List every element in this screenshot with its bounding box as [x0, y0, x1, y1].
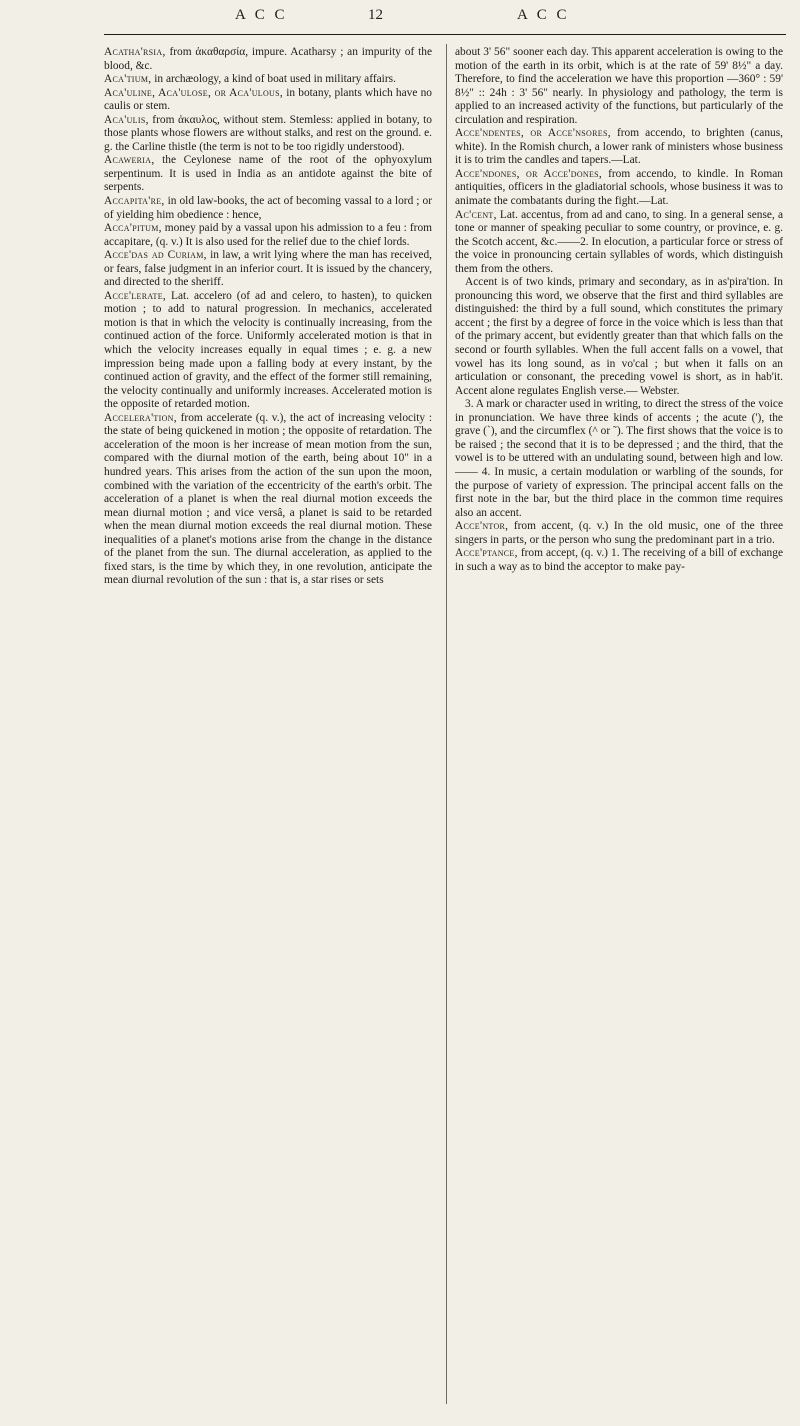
right-column	[455, 46, 783, 574]
headword: Acaweria,	[104, 154, 155, 167]
headword: Acce'ptance,	[455, 547, 518, 560]
header-rule	[104, 34, 786, 35]
entry	[104, 195, 432, 222]
definition: 3. A mark or character used in writing, to direct the stress of the voice in pronunciation. We have three kinds of accents ; the acute ('), the grave (`), and the circumflex (^ or ˜). The first shows that the voice is to be raised ; the second that it is to be depressed ; and the third, that the vowel is to be uttered with an undulating sound, between high and low.—— 4. In music, a certain modulation or warbling of the sounds, for the purpose of variety of expression. The principal accent falls on the first note in the bar, but the third place in the common time requires also an accent.	[455, 398, 783, 519]
entry-paragraph	[455, 398, 783, 520]
definition: Accent is of two kinds, primary and secondary, as in as'pira'tion. In pronouncing this word, we observe that the first and third syllables are distinguished: the third by a full sound, which constitutes the primary accent ; the first by a degree of force in the voice which is less than that of the primary accent, but evidently greater than that which falls on the second or fourth syllables. When the full accent falls on a vowel, that vowel has its long sound, as in vo'cal ; but when it falls on an articulation or consonant, the preceding vowel is short, as in hab'it. Accent alone regulates English verse.— Webster.	[455, 276, 783, 397]
entry-continuation	[455, 46, 783, 127]
entry-paragraph	[455, 276, 783, 398]
entry	[104, 249, 432, 290]
entry	[104, 154, 432, 195]
definition: money paid by a vassal upon his admission to a feu : from accapitare, (q. v.) It is also used for the relief due to the chief lords.	[104, 222, 432, 248]
definition: from ἀκαυλος, without stem. Stemless: applied in botany, to those plants whose flowers are without stalks, and rest on the ground. e. g. the Carline thistle (the term is not to be too rigidly understood).	[104, 113, 432, 153]
definition: Lat. accelero (of ad and celero, to hasten), to quicken motion ; to add to natural progression. In mechanics, accelerated motion is that in which the velocity is continually increasing, from the continued action of the force. Uniformly accelerated motion is that in which the velocity increases equally in equal times ; e. g. a new impression being made upon a falling body at every instant, by the continued action of gravity, and the effect of the former still remaining, the velocity continually and uniformly increases. Accelerated motion is the opposite of retarded motion.	[104, 289, 432, 411]
entry	[455, 547, 783, 574]
headword: Aca'tium,	[104, 73, 152, 86]
entry	[104, 73, 432, 87]
entry	[104, 290, 432, 412]
definition: from accendo, to brighten (canus, white). In the Romish church, a lower rank of ministers whose business it is to trim the candles and tapers.—Lat.	[455, 127, 783, 167]
entry	[455, 520, 783, 547]
entry	[104, 412, 432, 588]
headword: Acce'ndones, or Acce'dones,	[455, 167, 603, 180]
headword: Aca'uline, Aca'ulose, or Aca'ulous,	[104, 86, 284, 99]
definition: in archæology, a kind of boat used in military affairs.	[151, 73, 396, 86]
headword: Aca'ulis,	[104, 113, 149, 126]
definition: in botany, plants which have no caulis or stem.	[104, 86, 432, 113]
entry	[455, 127, 783, 168]
definition: in law, a writ lying where the man has received, or fears, false judgment in an inferior court. It is issued by the chancery, and directed to the sheriff.	[104, 249, 432, 289]
entry	[104, 87, 432, 114]
definition: from accept, (q. v.) 1. The receiving of a bill of exchange in such a way as to bind the acceptor to make pay-	[455, 547, 783, 573]
headword: Acce'das ad Curiam,	[104, 249, 207, 262]
running-header	[0, 7, 800, 29]
definition: from ἀκαθαρσία, impure. Acatharsy ; an impurity of the blood, &c.	[104, 46, 432, 72]
left-column	[104, 46, 432, 588]
entry	[104, 46, 432, 73]
headword: Acca'pitum,	[104, 222, 162, 235]
headword: Acce'ntor,	[455, 520, 509, 533]
headword: Acatha'rsia,	[104, 46, 166, 58]
headword: Accelera'tion,	[104, 411, 177, 424]
definition: the Ceylonese name of the root of the ophyoxylum serpentinum. It is used in India as an antidote against the bite of serpents.	[104, 154, 432, 194]
headword: Acce'lerate,	[104, 289, 167, 302]
entry	[455, 209, 783, 277]
entry	[104, 114, 432, 155]
entry	[104, 222, 432, 249]
headword: Ac'cent,	[455, 208, 497, 221]
definition: from accent, (q. v.) In the old music, one of the three singers in parts, or the person who sung the predominant part in a trio.	[455, 520, 783, 546]
definition: from accelerate (q. v.), the act of increasing velocity : the state of being quickened in motion ; the opposite of retardation. The acceleration of the moon is her increase of mean motion from the sun, compared with the diurnal motion of the earth, being about 10" in a hundred years. This arises from the action of the sun upon the moon, combined with the variation of the eccentricity of the earth's orbit. The acceleration of a planet is when the real diurnal motion exceeds the mean diurnal motion ; and vice versâ, a planet is said to be retarded when the mean diurnal motion exceeds the real diurnal motion. These inequalities of a planet's motions arise from the change in the distance of the planet from the sun. The diurnal acceleration, as applied to the fixed stars, is the time by which they, in one revolution, anticipate the mean diurnal revolution of the sun : that is, a star rises or sets	[104, 411, 432, 587]
definition: from accendo, to kindle. In Roman antiquities, officers in the gladiatorial schools, whose business it was to animate the combatants during the fight.—Lat.	[455, 167, 783, 208]
headword: Acce'ndentes, or Acce'nsores,	[455, 127, 611, 140]
definition: Lat. accentus, from ad and cano, to sing. In a general sense, a tone or manner of speaking peculiar to some country, or province, e. g. the Scotch accent, &c.——2. In elocution, a particular force or stress of the voice in pronouncing certain syllables of words, which distinguish them from the others.	[455, 208, 783, 275]
definition: about 3' 56" sooner each day. This apparent acceleration is owing to the motion of the earth in its orbit, which is at the rate of 59' 8½" a day. Therefore, to find the acceleration we have this proportion —360° : 59' 8½" :: 24h : 3' 56" nearly. In physiology and pathology, the term is applied to an increased activity of the functions, but particularly of the circulation and respiration.	[455, 46, 783, 126]
definition: in old law-books, the act of becoming vassal to a lord ; or of yielding him obedience : hence,	[104, 195, 432, 221]
entry	[455, 168, 783, 209]
header-left: A C C	[235, 7, 288, 23]
headword: Accapita're,	[104, 195, 165, 208]
page-number: 12	[368, 7, 383, 23]
column-divider	[446, 44, 447, 1404]
header-right: A C C	[517, 7, 570, 23]
